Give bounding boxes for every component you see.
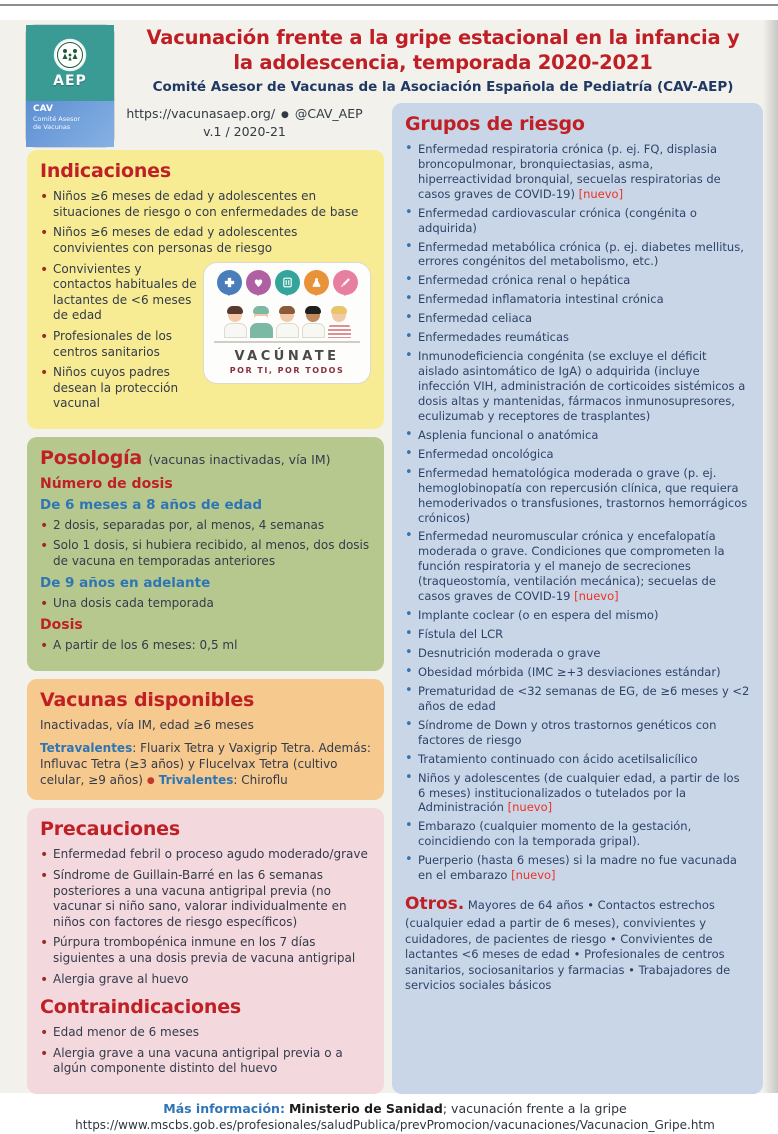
twitter-handle[interactable]: @CAV_AEP <box>294 105 363 121</box>
list-item: • Enfermedad crónica renal o hepática <box>405 273 750 288</box>
list-item: • Obesidad mórbida (IMC ≥+3 desviaciones estándar) <box>405 665 750 680</box>
cav-logo-text: CAV <box>33 104 53 114</box>
list-item: • A partir de los 6 meses: 0,5 ml <box>40 638 371 654</box>
xray-lungs-icon <box>275 270 300 295</box>
list-item: • Niños y adolescentes (de cualquier edad, a partir de los 6 meses) institucionalizados o tutelados por la Administración [nuevo] <box>405 771 750 816</box>
tetravalentes-label: Tetravalentes <box>40 740 133 755</box>
vacunas-disponibles-box <box>27 679 384 801</box>
surgeon-figure <box>250 308 273 338</box>
meta-line-1 <box>105 105 384 123</box>
dosis-cantidad-list <box>40 638 371 654</box>
meta-block <box>105 105 384 141</box>
left-column <box>27 103 384 1094</box>
list-item: • Enfermedad metabólica crónica (p. ej. diabetes mellitus, errores congénitos del metabolismo, etc.) <box>405 240 750 270</box>
ministerio-label: Ministerio de Sanidad <box>288 1100 443 1116</box>
edad-6m-8a-heading: De 6 meses a 8 años de edad <box>40 496 263 513</box>
posologia-box <box>27 437 384 671</box>
list-item: • Enfermedad cardiovascular crónica (congénita o adquirida) <box>405 206 750 236</box>
speech-bubbles <box>210 270 364 295</box>
vacunate-sticker <box>203 262 371 384</box>
main-columns <box>27 103 763 1094</box>
list-item: • Enfermedad celiaca <box>405 311 750 326</box>
separator-dot: ● <box>146 776 155 787</box>
cav-logo-subtext-1: Comité Asesor <box>33 114 81 123</box>
syringe-icon <box>333 270 358 295</box>
trivalentes-text: : Chiroflu <box>233 773 288 788</box>
version-label: v.1 / 2020-21 <box>203 124 286 140</box>
indicaciones-title: Indicaciones <box>40 160 171 183</box>
vacunate-title: VACÚNATE <box>234 348 340 364</box>
list-item: • Niños ≥6 meses de edad y adolescentes convivientes con personas de riesgo <box>40 225 371 256</box>
list-item: • Enfermedad febril o proceso agudo moderado/grave <box>40 847 371 863</box>
footer-rest: ; vacunación frente a la gripe <box>442 1100 627 1116</box>
page-subtitle: Comité Asesor de Vacunas de la Asociación Española de Pediatría (CAV-AEP) <box>152 78 734 95</box>
right-column <box>392 103 763 1094</box>
indicaciones-list-side <box>40 262 197 417</box>
tetravalentes-text: : Fluarix Tetra y Vaxigrip Tetra. Además: Influvac Tetra (≥3 años) y Flucelvax Tetra (cultivo celular, ≥9 años) <box>40 740 371 788</box>
footer-line-1 <box>27 1100 763 1118</box>
list-item: • Solo 1 dosis, si hubiera recibido, al menos, dos dosis de vacuna en temporadas anteriores <box>40 538 371 569</box>
indicaciones-row <box>40 262 371 417</box>
title-line-2: la adolescencia, temporada 2020-2021 <box>233 50 653 74</box>
doctor-figure <box>224 308 247 338</box>
nuevo-tag: [nuevo] <box>570 589 619 604</box>
footer <box>27 1100 763 1134</box>
list-item: • Niños ≥6 meses de edad y adolescentes en situaciones de riesgo o con enfermedades de base <box>40 189 371 220</box>
list-item: • Tratamiento continuado con ácido acetilsalicílico <box>405 752 750 767</box>
list-item: • Enfermedad respiratoria crónica (p. ej. FQ, displasia broncopulmonar, bronquiectasias, asma, hiperreactividad bronquial, secuelas respiratorias de casos graves de COVID-19) [nuevo] <box>405 142 750 202</box>
aep-cav-logo <box>26 25 114 147</box>
grupos-riesgo-list <box>405 142 750 883</box>
list-item: • Púrpura trombopénica inmune en los 7 días siguientes a una dosis previa de vacuna antigripal <box>40 935 371 966</box>
desk-line <box>214 341 360 343</box>
otros-paragraph <box>405 893 750 994</box>
aep-logo-text: AEP <box>53 72 87 89</box>
list-item: • Implante coclear (o en espera del mismo) <box>405 608 750 623</box>
list-item: • Profesionales de los centros sanitarios <box>40 329 197 360</box>
list-item: • Fístula del LCR <box>405 627 750 642</box>
ministerio-url[interactable]: https://www.mscbs.gob.es/profesionales/saludPublica/prevPromocion/vacunaciones/Vacunacion_Gripe.htm <box>75 1118 715 1133</box>
cav-logo-subtext-2: de Vacunas <box>33 123 71 132</box>
cav-logo-bottom <box>26 101 114 147</box>
vacunasaep-link[interactable]: https://vacunasaep.org/ <box>126 105 276 121</box>
title-line-1: Vacunación frente a la gripe estacional en la infancia y <box>146 26 740 49</box>
list-item: • Convivientes y contactos habituales de lactantes de <6 meses de edad <box>40 262 197 324</box>
precauciones-title: Precauciones <box>40 818 180 841</box>
vacunas-intro: Inactivadas, vía IM, edad ≥6 meses <box>40 717 254 732</box>
posologia-title-text: Posología <box>40 446 143 469</box>
list-item: • Enfermedades reumáticas <box>405 330 750 345</box>
first-aid-kit-icon <box>217 270 242 295</box>
list-item: • Síndrome de Guillain-Barré en las 6 semanas posteriores a una vacuna antigripal previa (no vacunar si niño sano, valorar individualmente en niños con factores de riesgo específicos) <box>40 868 371 930</box>
list-item: • Desnutrición moderada o grave <box>405 646 750 661</box>
vacunate-slogan: POR TI, POR TODOS <box>229 365 345 375</box>
doctor-figure <box>302 308 325 338</box>
nuevo-tag: [nuevo] <box>507 868 556 883</box>
otros-title: Otros. <box>405 894 465 915</box>
list-item: • Una dosis cada temporada <box>40 596 371 612</box>
numero-dosis-heading: Número de dosis <box>40 475 173 492</box>
nurse-figure <box>276 308 299 338</box>
trivalentes-label: Trivalentes <box>158 773 234 788</box>
list-item: • Enfermedad inflamatoria intestinal crónica <box>405 292 750 307</box>
aep-emblem-icon <box>53 38 87 72</box>
list-item: • 2 dosis, separadas por, al menos, 4 semanas <box>40 518 371 534</box>
top-rule <box>0 4 778 6</box>
precauciones-box <box>27 808 384 1094</box>
mas-informacion-label: Más información: <box>163 1100 285 1116</box>
grupos-riesgo-title: Grupos de riesgo <box>405 112 585 135</box>
list-item: • Prematuridad de <32 semanas de EG, de ≥6 meses y <2 años de edad <box>405 684 750 714</box>
precauciones-list <box>40 847 371 987</box>
list-item: • Enfermedad oncológica <box>405 447 750 462</box>
content-area <box>0 20 778 1133</box>
dosis-9a-list <box>40 596 371 612</box>
dosis-6m-8a-list <box>40 518 371 570</box>
nuevo-tag: [nuevo] <box>574 186 624 201</box>
list-item: • Enfermedad hematológica moderada o grave (p. ej. hemoglobinopatía con repercusión clínica, que requiera hemoderivados o transfusiones, trastornos hemorrágicos crónicos) <box>405 466 750 526</box>
nuevo-tag: [nuevo] <box>503 800 553 815</box>
list-item: • Alergia grave a una vacuna antigripal previa o a algún componente distinto del huevo <box>40 1046 371 1077</box>
list-item: • Alergia grave al huevo <box>40 972 371 988</box>
list-item: • Edad menor de 6 meses <box>40 1025 371 1041</box>
header <box>123 26 763 95</box>
aep-logo-top <box>26 25 114 101</box>
list-item: • Puerperio (hasta 6 meses) si la madre no fue vacunada en el embarazo [nuevo] <box>405 853 750 883</box>
healthcare-workers-illustration <box>210 304 364 338</box>
list-item: • Inmunodeficiencia congénita (se excluye el déficit aislado asintomático de IgA) o adquirida (incluye infección VIH, administración de corticoides sistémicos a dosis altas y mantenidas, fármacos inmunosupresores, eculizumab y receptores de trasplantes) <box>405 349 750 424</box>
separator-dot: ● <box>281 109 289 120</box>
posologia-title <box>40 447 371 469</box>
otros-text: Mayores de 64 años • Contactos estrechos (cualquier edad a partir de 6 meses), convivientes y cuidadores, de pacientes de riesgo • Convivientes de lactantes <6 meses de edad • Profesionales de centros sanitarios, sociosanitarios y farmacias • Trabajadores de servicios sociales básicos <box>405 898 731 993</box>
posologia-title-note: (vacunas inactivadas, vía IM) <box>148 451 331 467</box>
vacunas-title: Vacunas disponibles <box>40 688 255 711</box>
flask-icon <box>304 270 329 295</box>
contraindicaciones-title: Contraindicaciones <box>40 996 241 1019</box>
list-item: • Embarazo (cualquier momento de la gestación, coincidiendo con la temporada gripal). <box>405 819 750 849</box>
contraindicaciones-list <box>40 1025 371 1077</box>
dosis-heading: Dosis <box>40 617 83 634</box>
list-item: • Síndrome de Down y otros trastornos genéticos con factores de riesgo <box>405 718 750 748</box>
grupos-riesgo-box <box>392 103 763 1094</box>
list-item: • Asplenia funcional o anatómica <box>405 428 750 443</box>
patient-figure <box>328 308 351 338</box>
heart-icon <box>246 270 271 295</box>
vacunas-detail <box>40 740 371 789</box>
indicaciones-list-top <box>40 189 371 256</box>
edad-9a-heading: De 9 años en adelante <box>40 574 211 591</box>
list-item: • Enfermedad neuromuscular crónica y encefalopatía moderada o grave. Condiciones que comprometen la función respiratoria y el manejo de secreciones (traqueostomía, ventilación mecánica); secuelas de casos graves de COVID-19 [nuevo] <box>405 529 750 604</box>
list-item: • Niños cuyos padres desean la protección vacunal <box>40 365 197 412</box>
page-title <box>123 26 763 76</box>
indicaciones-box <box>27 150 384 429</box>
